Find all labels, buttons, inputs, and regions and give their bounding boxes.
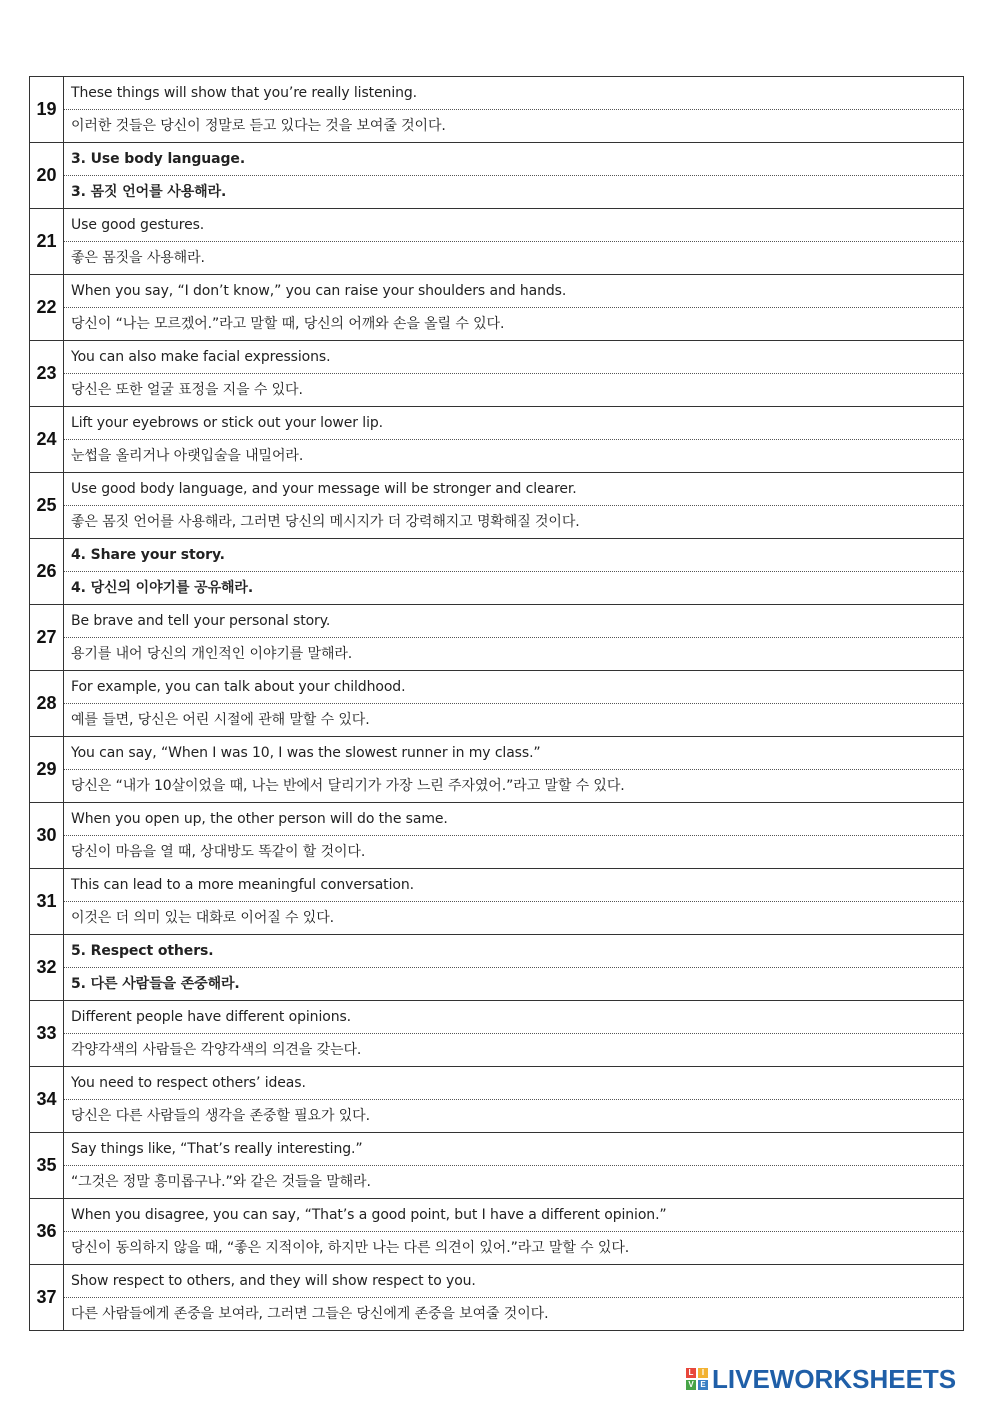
sentence-row <box>30 341 964 407</box>
sentence-cell <box>64 275 964 341</box>
korean-translation: 좋은 몸짓을 사용해라. <box>71 250 205 266</box>
sentence-number: 25 <box>30 473 64 539</box>
logo-letter: V <box>686 1380 696 1390</box>
sentence-cell <box>64 407 964 473</box>
korean-translation: 눈썹을 올리거나 아랫입술을 내밀어라. <box>71 448 304 464</box>
sentence-row <box>30 209 964 275</box>
sentence-cell <box>64 671 964 737</box>
korean-translation: 다른 사람들에게 존중을 보여라, 그러면 그들은 당신에게 존중을 보여줄 것이다. <box>71 1306 549 1322</box>
sentence-number: 26 <box>30 539 64 605</box>
english-sentence: You can also make facial expressions. <box>64 341 963 374</box>
sentence-number: 29 <box>30 737 64 803</box>
sentence-row <box>30 1067 964 1133</box>
sentence-row <box>30 77 964 143</box>
sentence-number: 24 <box>30 407 64 473</box>
english-sentence: Be brave and tell your personal story. <box>64 605 963 638</box>
worksheet-table <box>29 76 964 1331</box>
sentence-row <box>30 1133 964 1199</box>
sentence-row <box>30 473 964 539</box>
liveworksheets-logo <box>686 1364 956 1394</box>
sentence-number: 19 <box>30 77 64 143</box>
logo-letter: E <box>698 1380 708 1390</box>
sentence-number: 35 <box>30 1133 64 1199</box>
korean-translation: 3. 몸짓 언어를 사용해라. <box>71 184 227 200</box>
korean-translation: 당신이 동의하지 않을 때, “좋은 지적이야, 하지만 나는 다른 의견이 있어.”라고 말할 수 있다. <box>71 1240 630 1256</box>
english-sentence: Say things like, “That’s really interesting.” <box>64 1133 963 1166</box>
korean-translation: 당신이 마음을 열 때, 상대방도 똑같이 할 것이다. <box>71 844 366 860</box>
english-sentence: When you open up, the other person will do the same. <box>64 803 963 836</box>
sentence-number: 33 <box>30 1001 64 1067</box>
logo-mark-icon <box>686 1368 708 1390</box>
korean-translation: 4. 당신의 이야기를 공유해라. <box>71 580 254 596</box>
sentence-cell <box>64 209 964 275</box>
sentence-cell <box>64 539 964 605</box>
english-sentence: Show respect to others, and they will show respect to you. <box>64 1265 963 1298</box>
english-sentence: Different people have different opinions. <box>64 1001 963 1034</box>
english-sentence: You can say, “When I was 10, I was the slowest runner in my class.” <box>64 737 963 770</box>
sentence-number: 32 <box>30 935 64 1001</box>
sentence-row <box>30 803 964 869</box>
english-sentence: You need to respect others’ ideas. <box>64 1067 963 1100</box>
korean-translation: 이러한 것들은 당신이 정말로 듣고 있다는 것을 보여줄 것이다. <box>71 118 446 134</box>
english-sentence: 5. Respect others. <box>64 935 963 968</box>
korean-translation: 당신은 다른 사람들의 생각을 존중할 필요가 있다. <box>71 1108 370 1124</box>
english-sentence: For example, you can talk about your childhood. <box>64 671 963 704</box>
sentence-number: 30 <box>30 803 64 869</box>
korean-translation: 예를 들면, 당신은 어린 시절에 관해 말할 수 있다. <box>71 712 370 728</box>
sentence-cell <box>64 1133 964 1199</box>
english-sentence: Use good body language, and your message will be stronger and clearer. <box>64 473 963 506</box>
english-sentence: 4. Share your story. <box>64 539 963 572</box>
sentence-cell <box>64 605 964 671</box>
english-sentence: 3. Use body language. <box>64 143 963 176</box>
english-sentence: These things will show that you’re really listening. <box>64 77 963 110</box>
sentence-row <box>30 671 964 737</box>
sentence-number: 23 <box>30 341 64 407</box>
sentence-row <box>30 539 964 605</box>
sentence-number: 27 <box>30 605 64 671</box>
korean-translation: 좋은 몸짓 언어를 사용해라, 그러면 당신의 메시지가 더 강력해지고 명확해질 것이다. <box>71 514 580 530</box>
english-sentence: Use good gestures. <box>64 209 963 242</box>
sentence-number: 22 <box>30 275 64 341</box>
sentence-row <box>30 737 964 803</box>
sentence-number: 28 <box>30 671 64 737</box>
sentence-cell <box>64 869 964 935</box>
sentence-number: 21 <box>30 209 64 275</box>
sentence-cell <box>64 803 964 869</box>
sentence-cell <box>64 935 964 1001</box>
english-sentence: When you say, “I don’t know,” you can raise your shoulders and hands. <box>64 275 963 308</box>
sentence-number: 20 <box>30 143 64 209</box>
sentence-number: 34 <box>30 1067 64 1133</box>
sentence-cell <box>64 1199 964 1265</box>
korean-translation: 이것은 더 의미 있는 대화로 이어질 수 있다. <box>71 910 335 926</box>
sentence-number: 37 <box>30 1265 64 1331</box>
sentence-cell <box>64 1001 964 1067</box>
logo-text: LIVEWORKSHEETS <box>712 1363 957 1394</box>
sentence-row <box>30 275 964 341</box>
english-sentence: Lift your eyebrows or stick out your lower lip. <box>64 407 963 440</box>
korean-translation: 당신이 “나는 모르겠어.”라고 말할 때, 당신의 어깨와 손을 올릴 수 있다. <box>71 316 505 332</box>
korean-translation: 당신은 또한 얼굴 표정을 지을 수 있다. <box>71 382 303 398</box>
sentence-row <box>30 143 964 209</box>
korean-translation: 용기를 내어 당신의 개인적인 이야기를 말해라. <box>71 646 353 662</box>
sentence-cell <box>64 473 964 539</box>
english-sentence: When you disagree, you can say, “That’s a good point, but I have a different opinion.” <box>64 1199 963 1232</box>
korean-translation: “그것은 정말 흥미롭구나.”와 같은 것들을 말해라. <box>71 1174 371 1190</box>
korean-translation: 각양각색의 사람들은 각양각색의 의견을 갖는다. <box>71 1042 362 1058</box>
sentence-cell <box>64 143 964 209</box>
sentence-row <box>30 605 964 671</box>
sentence-row <box>30 1199 964 1265</box>
sentence-number: 36 <box>30 1199 64 1265</box>
sentence-cell <box>64 341 964 407</box>
sentence-cell <box>64 1265 964 1331</box>
sentence-number: 31 <box>30 869 64 935</box>
korean-translation: 5. 다른 사람들을 존중해라. <box>71 976 240 992</box>
logo-letter: I <box>698 1368 708 1378</box>
korean-translation: 당신은 “내가 10살이었을 때, 나는 반에서 달리기가 가장 느린 주자였어.”라고 말할 수 있다. <box>71 778 625 794</box>
sentence-row <box>30 935 964 1001</box>
sentence-cell <box>64 77 964 143</box>
sentence-cell <box>64 1067 964 1133</box>
logo-letter: L <box>686 1368 696 1378</box>
sentence-row <box>30 1001 964 1067</box>
english-sentence: This can lead to a more meaningful conversation. <box>64 869 963 902</box>
sentence-row <box>30 407 964 473</box>
sentence-row <box>30 1265 964 1331</box>
sentence-cell <box>64 737 964 803</box>
sentence-row <box>30 869 964 935</box>
